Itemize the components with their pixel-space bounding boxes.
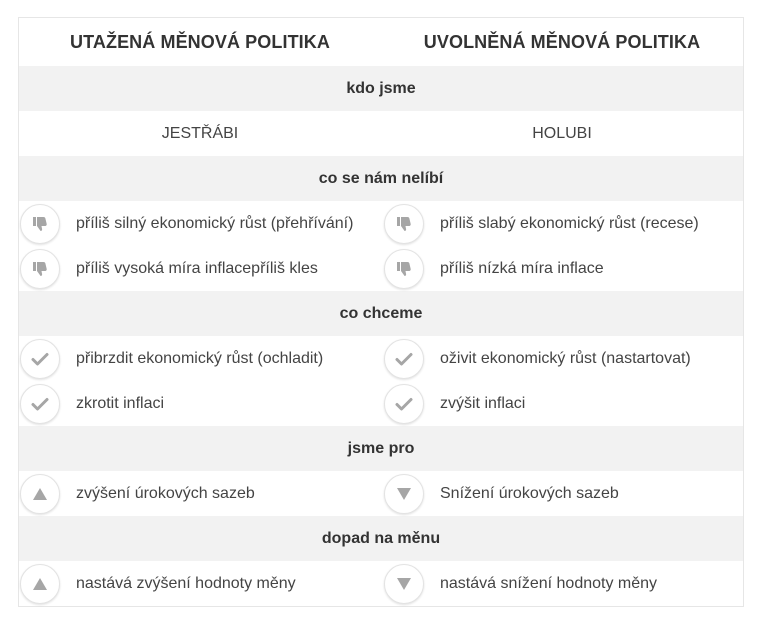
thumbs-down-icon xyxy=(384,204,424,244)
list-item xyxy=(381,204,743,244)
list-item-text: příliš silný ekonomický růst (přehřívání) xyxy=(76,214,354,232)
list-item-text: oživit ekonomický růst (nastartovat) xyxy=(440,349,691,367)
list-item-text: přibrzdit ekonomický růst (ochladit) xyxy=(76,349,324,367)
list-item xyxy=(19,339,381,379)
list-item-text: Snížení úrokových sazeb xyxy=(440,484,619,502)
triangle-down-icon xyxy=(384,474,424,514)
header-tight-policy: UTAŽENÁ MĚNOVÁ POLITIKA xyxy=(70,31,330,52)
list-item xyxy=(19,384,381,424)
list-item-text: příliš nízká míra inflace xyxy=(440,259,604,277)
list-item-text: zkrotit inflaci xyxy=(76,394,165,412)
list-item-text: zvýšit inflaci xyxy=(440,394,526,412)
list-item-text: nastává zvýšení hodnoty měny xyxy=(76,574,296,592)
triangle-down-icon xyxy=(384,564,424,604)
table-row xyxy=(19,381,743,426)
list-item xyxy=(19,249,381,289)
list-item xyxy=(381,564,743,604)
section-who: kdo jsme xyxy=(19,66,743,111)
thumbs-down-icon xyxy=(20,204,60,244)
list-item xyxy=(381,249,743,289)
table-row xyxy=(19,201,743,246)
table-row xyxy=(19,111,743,156)
monetary-policy-table xyxy=(18,17,744,607)
list-item xyxy=(19,564,381,604)
table-row xyxy=(19,336,743,381)
section-for: jsme pro xyxy=(19,426,743,471)
hawks-label: JESTŘÁBI xyxy=(161,124,239,142)
thumbs-down-icon xyxy=(20,249,60,289)
list-item-text: příliš slabý ekonomický růst (recese) xyxy=(440,214,699,232)
check-icon xyxy=(384,339,424,379)
check-icon xyxy=(20,384,60,424)
triangle-up-icon xyxy=(20,564,60,604)
section-impact: dopad na měnu xyxy=(19,516,743,561)
check-icon xyxy=(20,339,60,379)
list-item xyxy=(381,339,743,379)
list-item-text: nastává snížení hodnoty měny xyxy=(440,574,658,592)
list-item xyxy=(381,474,743,514)
doves-label: HOLUBI xyxy=(532,124,592,142)
list-item-text: příliš vysoká míra inflacepříliš kles xyxy=(76,259,318,277)
table-row xyxy=(19,246,743,291)
triangle-up-icon xyxy=(20,474,60,514)
table-row xyxy=(19,561,743,606)
list-item-text: zvýšení úrokových sazeb xyxy=(76,484,255,502)
section-dislike: co se nám nelíbí xyxy=(19,156,743,201)
thumbs-down-icon xyxy=(384,249,424,289)
header-loose-policy: UVOLNĚNÁ MĚNOVÁ POLITIKA xyxy=(423,31,701,52)
list-item xyxy=(19,474,381,514)
table-header xyxy=(19,18,743,66)
check-icon xyxy=(384,384,424,424)
list-item xyxy=(381,384,743,424)
table-row xyxy=(19,471,743,516)
list-item xyxy=(19,204,381,244)
section-want: co chceme xyxy=(19,291,743,336)
